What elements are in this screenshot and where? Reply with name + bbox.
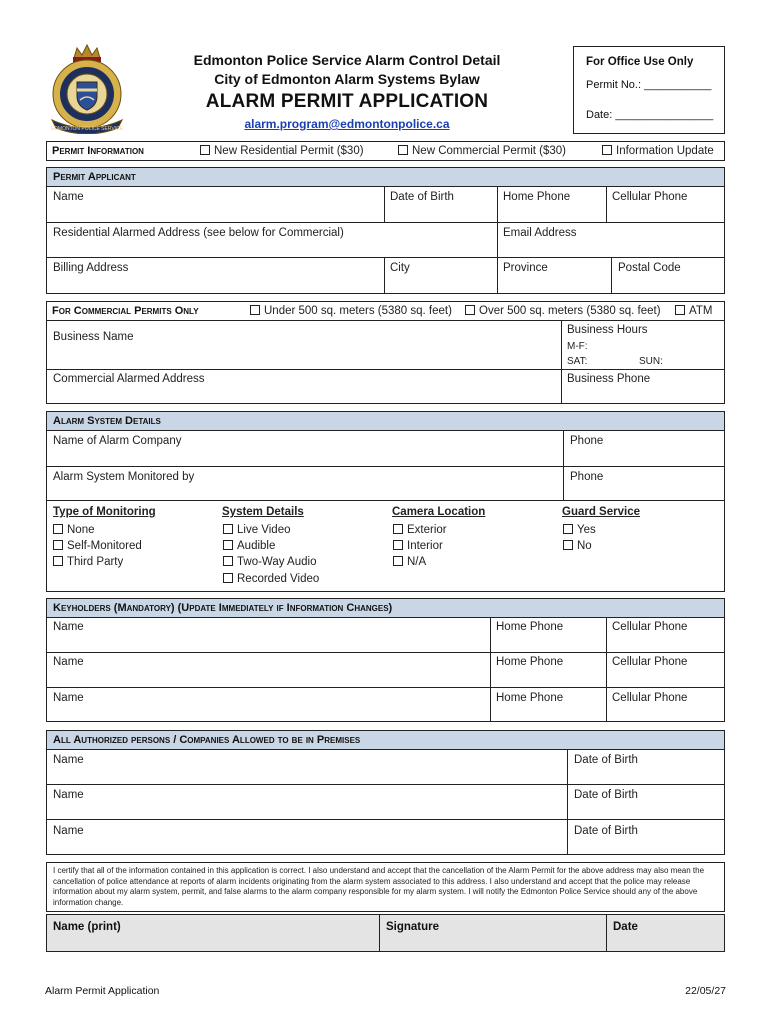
monitoring-none-label: None bbox=[67, 524, 95, 536]
guard-yes-checkbox[interactable] bbox=[563, 524, 573, 534]
live-video-label: Live Video bbox=[237, 524, 291, 536]
type-of-monitoring-title: Type of Monitoring bbox=[53, 506, 156, 518]
billing-address-field[interactable]: Billing Address bbox=[53, 262, 129, 274]
guard-no[interactable] bbox=[563, 540, 592, 552]
authorized-persons-header: All Authorized persons / Companies Allowed to be in Premises bbox=[46, 730, 725, 750]
email-link[interactable]: alarm.program@edmontonpolice.ca bbox=[244, 117, 450, 131]
page-title: ALARM PERMIT APPLICATION bbox=[205, 91, 489, 112]
applicant-email-field[interactable]: Email Address bbox=[503, 227, 577, 239]
office-use-title: For Office Use Only bbox=[586, 56, 694, 68]
over-500-label: Over 500 sq. meters (5380 sq. feet) bbox=[479, 305, 661, 317]
two-way-audio-label: Two-Way Audio bbox=[237, 556, 317, 568]
applicant-dob-field[interactable]: Date of Birth bbox=[390, 191, 454, 203]
keyholder-2-home[interactable]: Home Phone bbox=[496, 656, 564, 668]
system-two-way-audio[interactable] bbox=[223, 556, 316, 568]
recorded-video-label: Recorded Video bbox=[237, 573, 320, 585]
monitoring-none-checkbox[interactable] bbox=[53, 524, 63, 534]
guard-service-title: Guard Service bbox=[562, 506, 640, 518]
guard-yes-label: Yes bbox=[577, 524, 596, 536]
exterior-checkbox[interactable] bbox=[393, 524, 403, 534]
camera-interior[interactable] bbox=[393, 540, 443, 552]
title-line-2: City of Edmonton Alarm Systems Bylaw bbox=[214, 71, 480, 87]
monitored-by-field[interactable]: Alarm System Monitored by bbox=[53, 471, 195, 483]
commercial-title: For Commercial Permits Only bbox=[52, 305, 199, 317]
alarm-company-phone-field[interactable]: Phone bbox=[570, 435, 604, 447]
option-atm[interactable] bbox=[675, 305, 712, 317]
new-commercial-checkbox[interactable] bbox=[398, 145, 408, 155]
na-label: N/A bbox=[407, 556, 427, 568]
applicant-home-phone-field[interactable]: Home Phone bbox=[503, 191, 571, 203]
permit-applicant-header: Permit Applicant bbox=[46, 167, 725, 187]
keyholder-2-name[interactable]: Name bbox=[53, 656, 84, 668]
interior-checkbox[interactable] bbox=[393, 540, 403, 550]
authorized-1-name[interactable]: Name bbox=[53, 754, 84, 766]
over-500-checkbox[interactable] bbox=[465, 305, 475, 315]
authorized-1-dob[interactable]: Date of Birth bbox=[574, 754, 638, 766]
hours-sat-field[interactable]: SAT: bbox=[567, 356, 588, 367]
residential-address-field[interactable]: Residential Alarmed Address (see below for Commercial) bbox=[53, 227, 344, 239]
option-new-commercial[interactable] bbox=[398, 145, 566, 157]
authorized-2-dob[interactable]: Date of Birth bbox=[574, 789, 638, 801]
option-new-residential[interactable] bbox=[200, 145, 364, 157]
monitoring-third-party-label: Third Party bbox=[67, 556, 124, 568]
under-500-checkbox[interactable] bbox=[250, 305, 260, 315]
atm-checkbox[interactable] bbox=[675, 305, 685, 315]
footer-form-name: Alarm Permit Application bbox=[45, 985, 160, 997]
keyholder-3-home[interactable]: Home Phone bbox=[496, 692, 564, 704]
guard-no-label: No bbox=[577, 540, 592, 552]
audible-label: Audible bbox=[237, 540, 276, 552]
keyholders-header: Keyholders (Mandatory) (Update Immediately if Information Changes) bbox=[46, 598, 725, 618]
guard-no-checkbox[interactable] bbox=[563, 540, 573, 550]
option-information-update[interactable] bbox=[602, 145, 714, 157]
hours-sun-field[interactable]: SUN: bbox=[639, 356, 663, 367]
live-video-checkbox[interactable] bbox=[223, 524, 233, 534]
system-details-title: System Details bbox=[222, 506, 304, 518]
information-update-checkbox[interactable] bbox=[602, 145, 612, 155]
signature-field[interactable]: Signature bbox=[379, 914, 607, 952]
name-print-field[interactable]: Name (print) bbox=[46, 914, 380, 952]
new-residential-checkbox[interactable] bbox=[200, 145, 210, 155]
business-phone-field[interactable]: Business Phone bbox=[567, 373, 651, 385]
authorized-3-dob[interactable]: Date of Birth bbox=[574, 825, 638, 837]
two-way-audio-checkbox[interactable] bbox=[223, 556, 233, 566]
business-name-field[interactable]: Business Name bbox=[53, 331, 134, 343]
system-audible[interactable] bbox=[223, 540, 275, 552]
hours-mf-field[interactable]: M-F: bbox=[567, 341, 588, 352]
information-update-label: Information Update bbox=[616, 145, 714, 157]
system-live-video[interactable] bbox=[223, 524, 291, 536]
city-field[interactable]: City bbox=[390, 262, 410, 274]
camera-exterior[interactable] bbox=[393, 524, 447, 536]
authorized-3-name[interactable]: Name bbox=[53, 825, 84, 837]
recorded-video-checkbox[interactable] bbox=[223, 573, 233, 583]
business-hours-label: Business Hours bbox=[567, 324, 648, 336]
system-recorded-video[interactable] bbox=[223, 573, 319, 585]
alarm-company-field[interactable]: Name of Alarm Company bbox=[53, 435, 182, 447]
eps-crest-logo bbox=[44, 42, 130, 134]
keyholder-1-cell[interactable]: Cellular Phone bbox=[612, 621, 688, 633]
monitoring-third-party-checkbox[interactable] bbox=[53, 556, 63, 566]
province-field[interactable]: Province bbox=[503, 262, 548, 274]
monitoring-self-label: Self-Monitored bbox=[67, 540, 142, 552]
authorized-2-name[interactable]: Name bbox=[53, 789, 84, 801]
footer-date: 22/05/27 bbox=[685, 985, 726, 997]
camera-na[interactable] bbox=[393, 556, 426, 568]
camera-location-title: Camera Location bbox=[392, 506, 486, 518]
applicant-name-field[interactable]: Name bbox=[53, 191, 84, 203]
monitoring-self-checkbox[interactable] bbox=[53, 540, 63, 550]
office-use-box bbox=[573, 46, 725, 134]
office-date[interactable]: Date: ________________ bbox=[586, 109, 714, 121]
interior-label: Interior bbox=[407, 540, 443, 552]
guard-yes[interactable] bbox=[563, 524, 596, 536]
date-field[interactable]: Date bbox=[606, 914, 725, 952]
audible-checkbox[interactable] bbox=[223, 540, 233, 550]
title-line-1: Edmonton Police Service Alarm Control Detail bbox=[193, 52, 501, 68]
applicant-cell-phone-field[interactable]: Cellular Phone bbox=[612, 191, 688, 203]
monitoring-self[interactable] bbox=[53, 540, 142, 552]
alarm-system-header: Alarm System Details bbox=[46, 411, 725, 431]
keyholder-2-cell[interactable]: Cellular Phone bbox=[612, 656, 688, 668]
commercial-address-field[interactable]: Commercial Alarmed Address bbox=[53, 373, 205, 385]
keyholder-1-home[interactable]: Home Phone bbox=[496, 621, 564, 633]
under-500-label: Under 500 sq. meters (5380 sq. feet) bbox=[264, 305, 452, 317]
keyholder-1-name[interactable]: Name bbox=[53, 621, 84, 633]
option-over-500[interactable] bbox=[465, 305, 661, 317]
certification-text: I certify that all of the information contained in this application is correct. I also understand and accept that the cancellation of the Alarm Permit for the above address may also mean the cancellation of police attendance at reports of alarm incidents originating from the alarm system associated to this address. I also understand and accept that the police may release information about my alarm system, permit, and false alarms to the alarm company responsible for my alarm system. I will notify the Edmonton Police Service should any of the above information change. bbox=[53, 866, 705, 907]
logo-banner-text: EDMONTON POLICE SERVICE bbox=[50, 126, 124, 132]
postal-code-field[interactable]: Postal Code bbox=[618, 262, 681, 274]
monitor-phone-field[interactable]: Phone bbox=[570, 471, 604, 483]
monitoring-third-party[interactable] bbox=[53, 556, 123, 568]
new-commercial-label: New Commercial Permit ($30) bbox=[412, 145, 567, 157]
keyholder-3-name[interactable]: Name bbox=[53, 692, 84, 704]
exterior-label: Exterior bbox=[407, 524, 447, 536]
na-checkbox[interactable] bbox=[393, 556, 403, 566]
option-under-500[interactable] bbox=[250, 305, 452, 317]
new-residential-label: New Residential Permit ($30) bbox=[214, 145, 364, 157]
office-permit-no[interactable]: Permit No.: ___________ bbox=[586, 79, 712, 91]
monitoring-none[interactable] bbox=[53, 524, 95, 536]
keyholder-3-cell[interactable]: Cellular Phone bbox=[612, 692, 688, 704]
permit-information-title: Permit Information bbox=[52, 145, 144, 157]
atm-label: ATM bbox=[689, 305, 713, 317]
